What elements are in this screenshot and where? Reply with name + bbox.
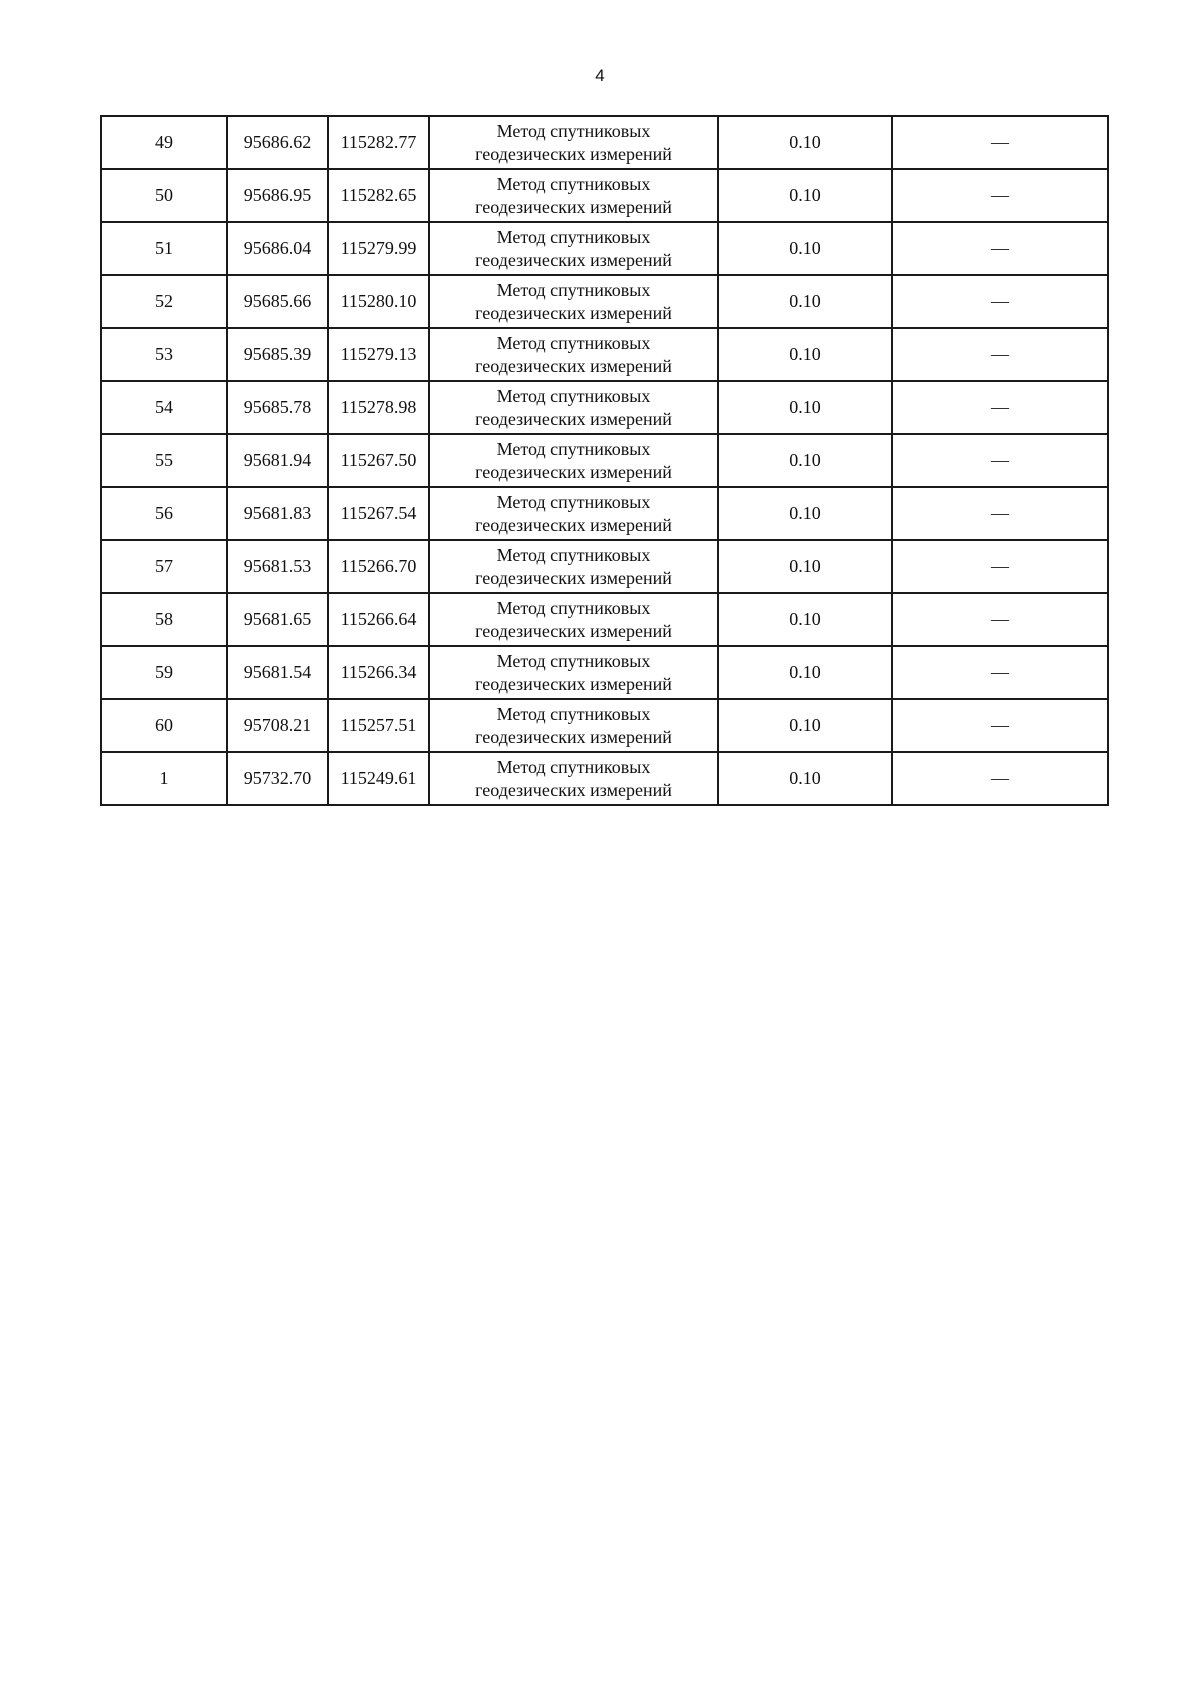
table-row — [101, 116, 1108, 169]
method-cell — [429, 222, 718, 275]
y-coordinate-cell: 115278.98 — [328, 381, 429, 434]
accuracy-cell: 0.10 — [718, 275, 892, 328]
method-cell — [429, 381, 718, 434]
page-number: 4 — [595, 66, 605, 85]
y-coordinate-cell: 115257.51 — [328, 699, 429, 752]
method-cell — [429, 487, 718, 540]
y-coordinate-cell: 115266.34 — [328, 646, 429, 699]
y-coordinate-cell: 115267.54 — [328, 487, 429, 540]
method-line-1: Метод спутниковых — [496, 597, 651, 618]
method-line-1: Метод спутниковых — [496, 120, 651, 141]
y-coordinate-cell: 115280.10 — [328, 275, 429, 328]
y-coordinate-cell: 115266.64 — [328, 593, 429, 646]
note-cell: — — [892, 169, 1108, 222]
x-coordinate-cell: 95685.78 — [227, 381, 328, 434]
method-line-2: геодезических измерений — [475, 355, 672, 376]
method-line-2: геодезических измерений — [475, 143, 672, 164]
table-row — [101, 275, 1108, 328]
note-cell: — — [892, 699, 1108, 752]
method-cell — [429, 116, 718, 169]
method-line-1: Метод спутниковых — [496, 544, 651, 565]
x-coordinate-cell: 95681.83 — [227, 487, 328, 540]
method-line-2: геодезических измерений — [475, 196, 672, 217]
method-line-1: Метод спутниковых — [496, 703, 651, 724]
point-number-cell: 1 — [101, 752, 227, 805]
method-line-2: геодезических измерений — [475, 302, 672, 323]
x-coordinate-cell: 95685.66 — [227, 275, 328, 328]
y-coordinate-cell: 115279.99 — [328, 222, 429, 275]
point-number-cell: 60 — [101, 699, 227, 752]
point-number-cell: 56 — [101, 487, 227, 540]
x-coordinate-cell: 95681.94 — [227, 434, 328, 487]
method-line-2: геодезических измерений — [475, 726, 672, 747]
method-line-1: Метод спутниковых — [496, 491, 651, 512]
table-row — [101, 752, 1108, 805]
method-line-2: геодезических измерений — [475, 514, 672, 535]
table-row — [101, 487, 1108, 540]
note-cell: — — [892, 222, 1108, 275]
x-coordinate-cell: 95708.21 — [227, 699, 328, 752]
method-line-1: Метод спутниковых — [496, 650, 651, 671]
coordinates-table — [100, 115, 1109, 806]
table-row — [101, 434, 1108, 487]
x-coordinate-cell: 95686.62 — [227, 116, 328, 169]
accuracy-cell: 0.10 — [718, 222, 892, 275]
accuracy-cell: 0.10 — [718, 699, 892, 752]
accuracy-cell: 0.10 — [718, 752, 892, 805]
y-coordinate-cell: 115249.61 — [328, 752, 429, 805]
accuracy-cell: 0.10 — [718, 593, 892, 646]
note-cell: — — [892, 381, 1108, 434]
note-cell: — — [892, 328, 1108, 381]
method-line-2: геодезических измерений — [475, 461, 672, 482]
method-cell — [429, 434, 718, 487]
x-coordinate-cell: 95681.53 — [227, 540, 328, 593]
table-row — [101, 169, 1108, 222]
x-coordinate-cell: 95685.39 — [227, 328, 328, 381]
point-number-cell: 59 — [101, 646, 227, 699]
table-row — [101, 540, 1108, 593]
note-cell: — — [892, 752, 1108, 805]
method-line-1: Метод спутниковых — [496, 279, 651, 300]
point-number-cell: 58 — [101, 593, 227, 646]
accuracy-cell: 0.10 — [718, 540, 892, 593]
note-cell: — — [892, 487, 1108, 540]
accuracy-cell: 0.10 — [718, 381, 892, 434]
method-cell — [429, 699, 718, 752]
y-coordinate-cell: 115266.70 — [328, 540, 429, 593]
method-line-1: Метод спутниковых — [496, 332, 651, 353]
method-cell — [429, 540, 718, 593]
method-cell — [429, 328, 718, 381]
x-coordinate-cell: 95732.70 — [227, 752, 328, 805]
method-cell — [429, 275, 718, 328]
y-coordinate-cell: 115279.13 — [328, 328, 429, 381]
method-line-1: Метод спутниковых — [496, 226, 651, 247]
method-cell — [429, 646, 718, 699]
x-coordinate-cell: 95686.95 — [227, 169, 328, 222]
note-cell: — — [892, 540, 1108, 593]
method-line-1: Метод спутниковых — [496, 173, 651, 194]
method-line-2: геодезических измерений — [475, 408, 672, 429]
method-line-2: геодезических измерений — [475, 673, 672, 694]
method-line-2: геодезических измерений — [475, 779, 672, 800]
table-row — [101, 381, 1108, 434]
point-number-cell: 51 — [101, 222, 227, 275]
method-line-1: Метод спутниковых — [496, 385, 651, 406]
y-coordinate-cell: 115282.65 — [328, 169, 429, 222]
table-row — [101, 222, 1108, 275]
x-coordinate-cell: 95681.54 — [227, 646, 328, 699]
table-row — [101, 646, 1108, 699]
accuracy-cell: 0.10 — [718, 169, 892, 222]
note-cell: — — [892, 116, 1108, 169]
y-coordinate-cell: 115282.77 — [328, 116, 429, 169]
table-row — [101, 699, 1108, 752]
accuracy-cell: 0.10 — [718, 646, 892, 699]
y-coordinate-cell: 115267.50 — [328, 434, 429, 487]
point-number-cell: 54 — [101, 381, 227, 434]
table-row — [101, 593, 1108, 646]
method-line-2: геодезических измерений — [475, 620, 672, 641]
table-row — [101, 328, 1108, 381]
accuracy-cell: 0.10 — [718, 434, 892, 487]
point-number-cell: 49 — [101, 116, 227, 169]
point-number-cell: 55 — [101, 434, 227, 487]
coordinates-table-body — [101, 116, 1108, 805]
accuracy-cell: 0.10 — [718, 116, 892, 169]
x-coordinate-cell: 95686.04 — [227, 222, 328, 275]
method-line-1: Метод спутниковых — [496, 756, 651, 777]
x-coordinate-cell: 95681.65 — [227, 593, 328, 646]
point-number-cell: 57 — [101, 540, 227, 593]
method-cell — [429, 752, 718, 805]
accuracy-cell: 0.10 — [718, 487, 892, 540]
point-number-cell: 50 — [101, 169, 227, 222]
method-cell — [429, 593, 718, 646]
note-cell: — — [892, 275, 1108, 328]
method-line-1: Метод спутниковых — [496, 438, 651, 459]
method-line-2: геодезических измерений — [475, 249, 672, 270]
point-number-cell: 53 — [101, 328, 227, 381]
method-cell — [429, 169, 718, 222]
note-cell: — — [892, 646, 1108, 699]
point-number-cell: 52 — [101, 275, 227, 328]
note-cell: — — [892, 434, 1108, 487]
note-cell: — — [892, 593, 1108, 646]
accuracy-cell: 0.10 — [718, 328, 892, 381]
method-line-2: геодезических измерений — [475, 567, 672, 588]
